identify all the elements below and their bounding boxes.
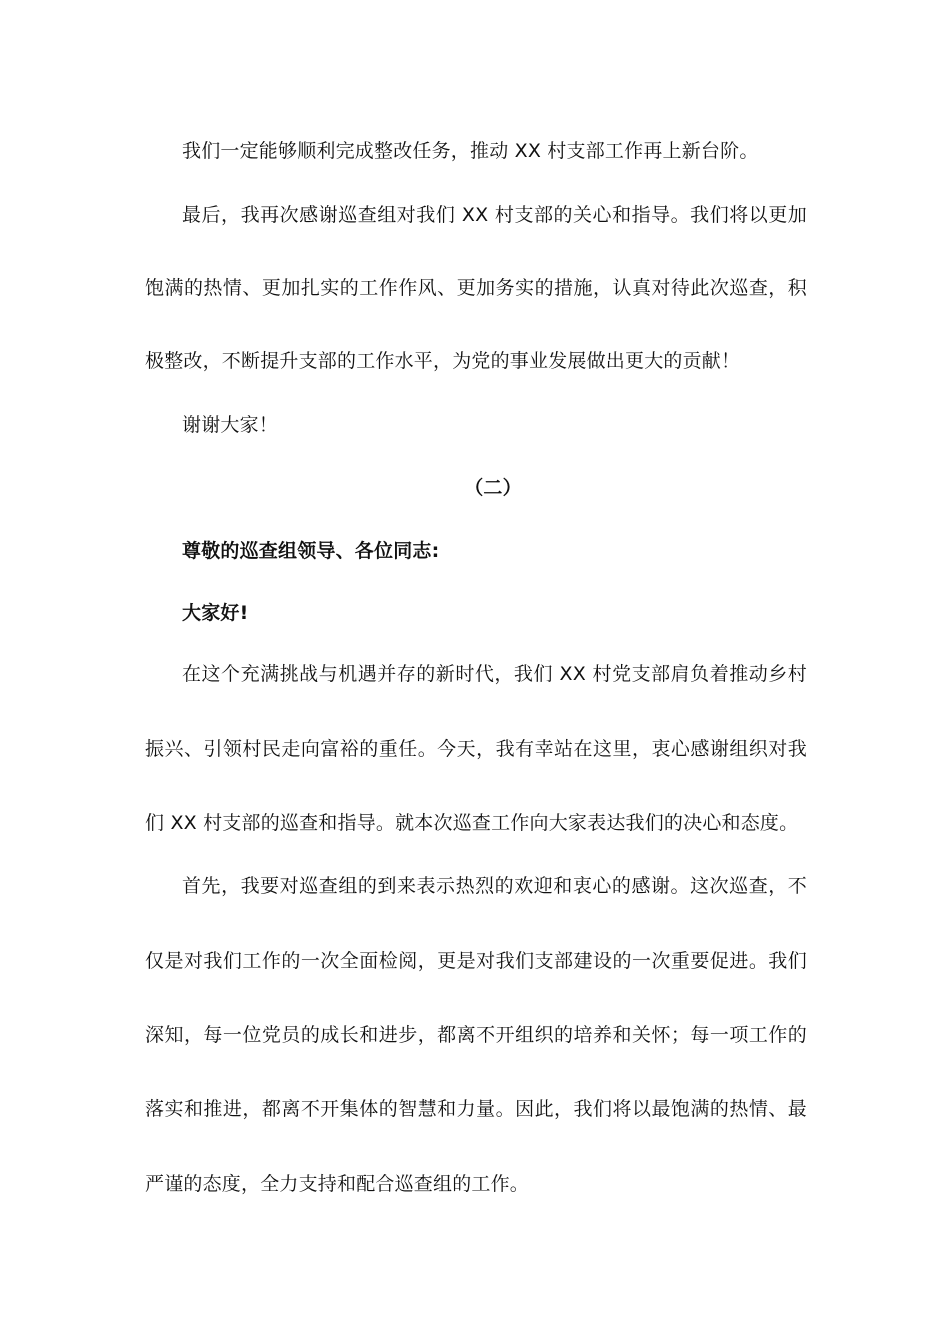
section-heading: （二） [464,477,522,499]
paragraph-line: 最后，我再次感谢巡查组对我们 XX 村支部的关心和指导。我们将以更加 [182,204,807,226]
paragraph-line: 我们一定能够顺利完成整改任务，推动 XX 村支部工作再上新台阶。 [182,140,759,162]
paragraph-line: 严谨的态度，全力支持和配合巡查组的工作。 [145,1173,530,1195]
paragraph-line: 极整改，不断提升支部的工作水平，为党的事业发展做出更大的贡献！ [145,350,741,372]
paragraph-line: 在这个充满挑战与机遇并存的新时代，我们 XX 村党支部肩负着推动乡村 [182,663,807,685]
paragraph-line: 落实和推进，都离不开集体的智慧和力量。因此，我们将以最饱满的热情、最 [145,1098,807,1120]
paragraph-line: 们 XX 村支部的巡查和指导。就本次巡查工作向大家表达我们的决心和态度。 [145,812,799,834]
paragraph-line: 首先，我要对巡查组的到来表示热烈的欢迎和衷心的感谢。这次巡查，不 [182,875,807,897]
paragraph-line: 深知，每一位党员的成长和进步，都离不开组织的培养和关怀；每一项工作的 [145,1024,807,1046]
closing-line: 谢谢大家！ [182,414,279,436]
paragraph-line: 振兴、引领村民走向富裕的重任。今天，我有幸站在这里，衷心感谢组织对我 [145,738,807,760]
greeting: 大家好! [182,602,249,624]
salutation: 尊敬的巡查组领导、各位同志: [182,540,440,562]
paragraph-line: 饱满的热情、更加扎实的工作作风、更加务实的措施，认真对待此次巡查，积 [145,277,807,299]
paragraph-line: 仅是对我们工作的一次全面检阅，更是对我们支部建设的一次重要促进。我们 [145,950,807,972]
